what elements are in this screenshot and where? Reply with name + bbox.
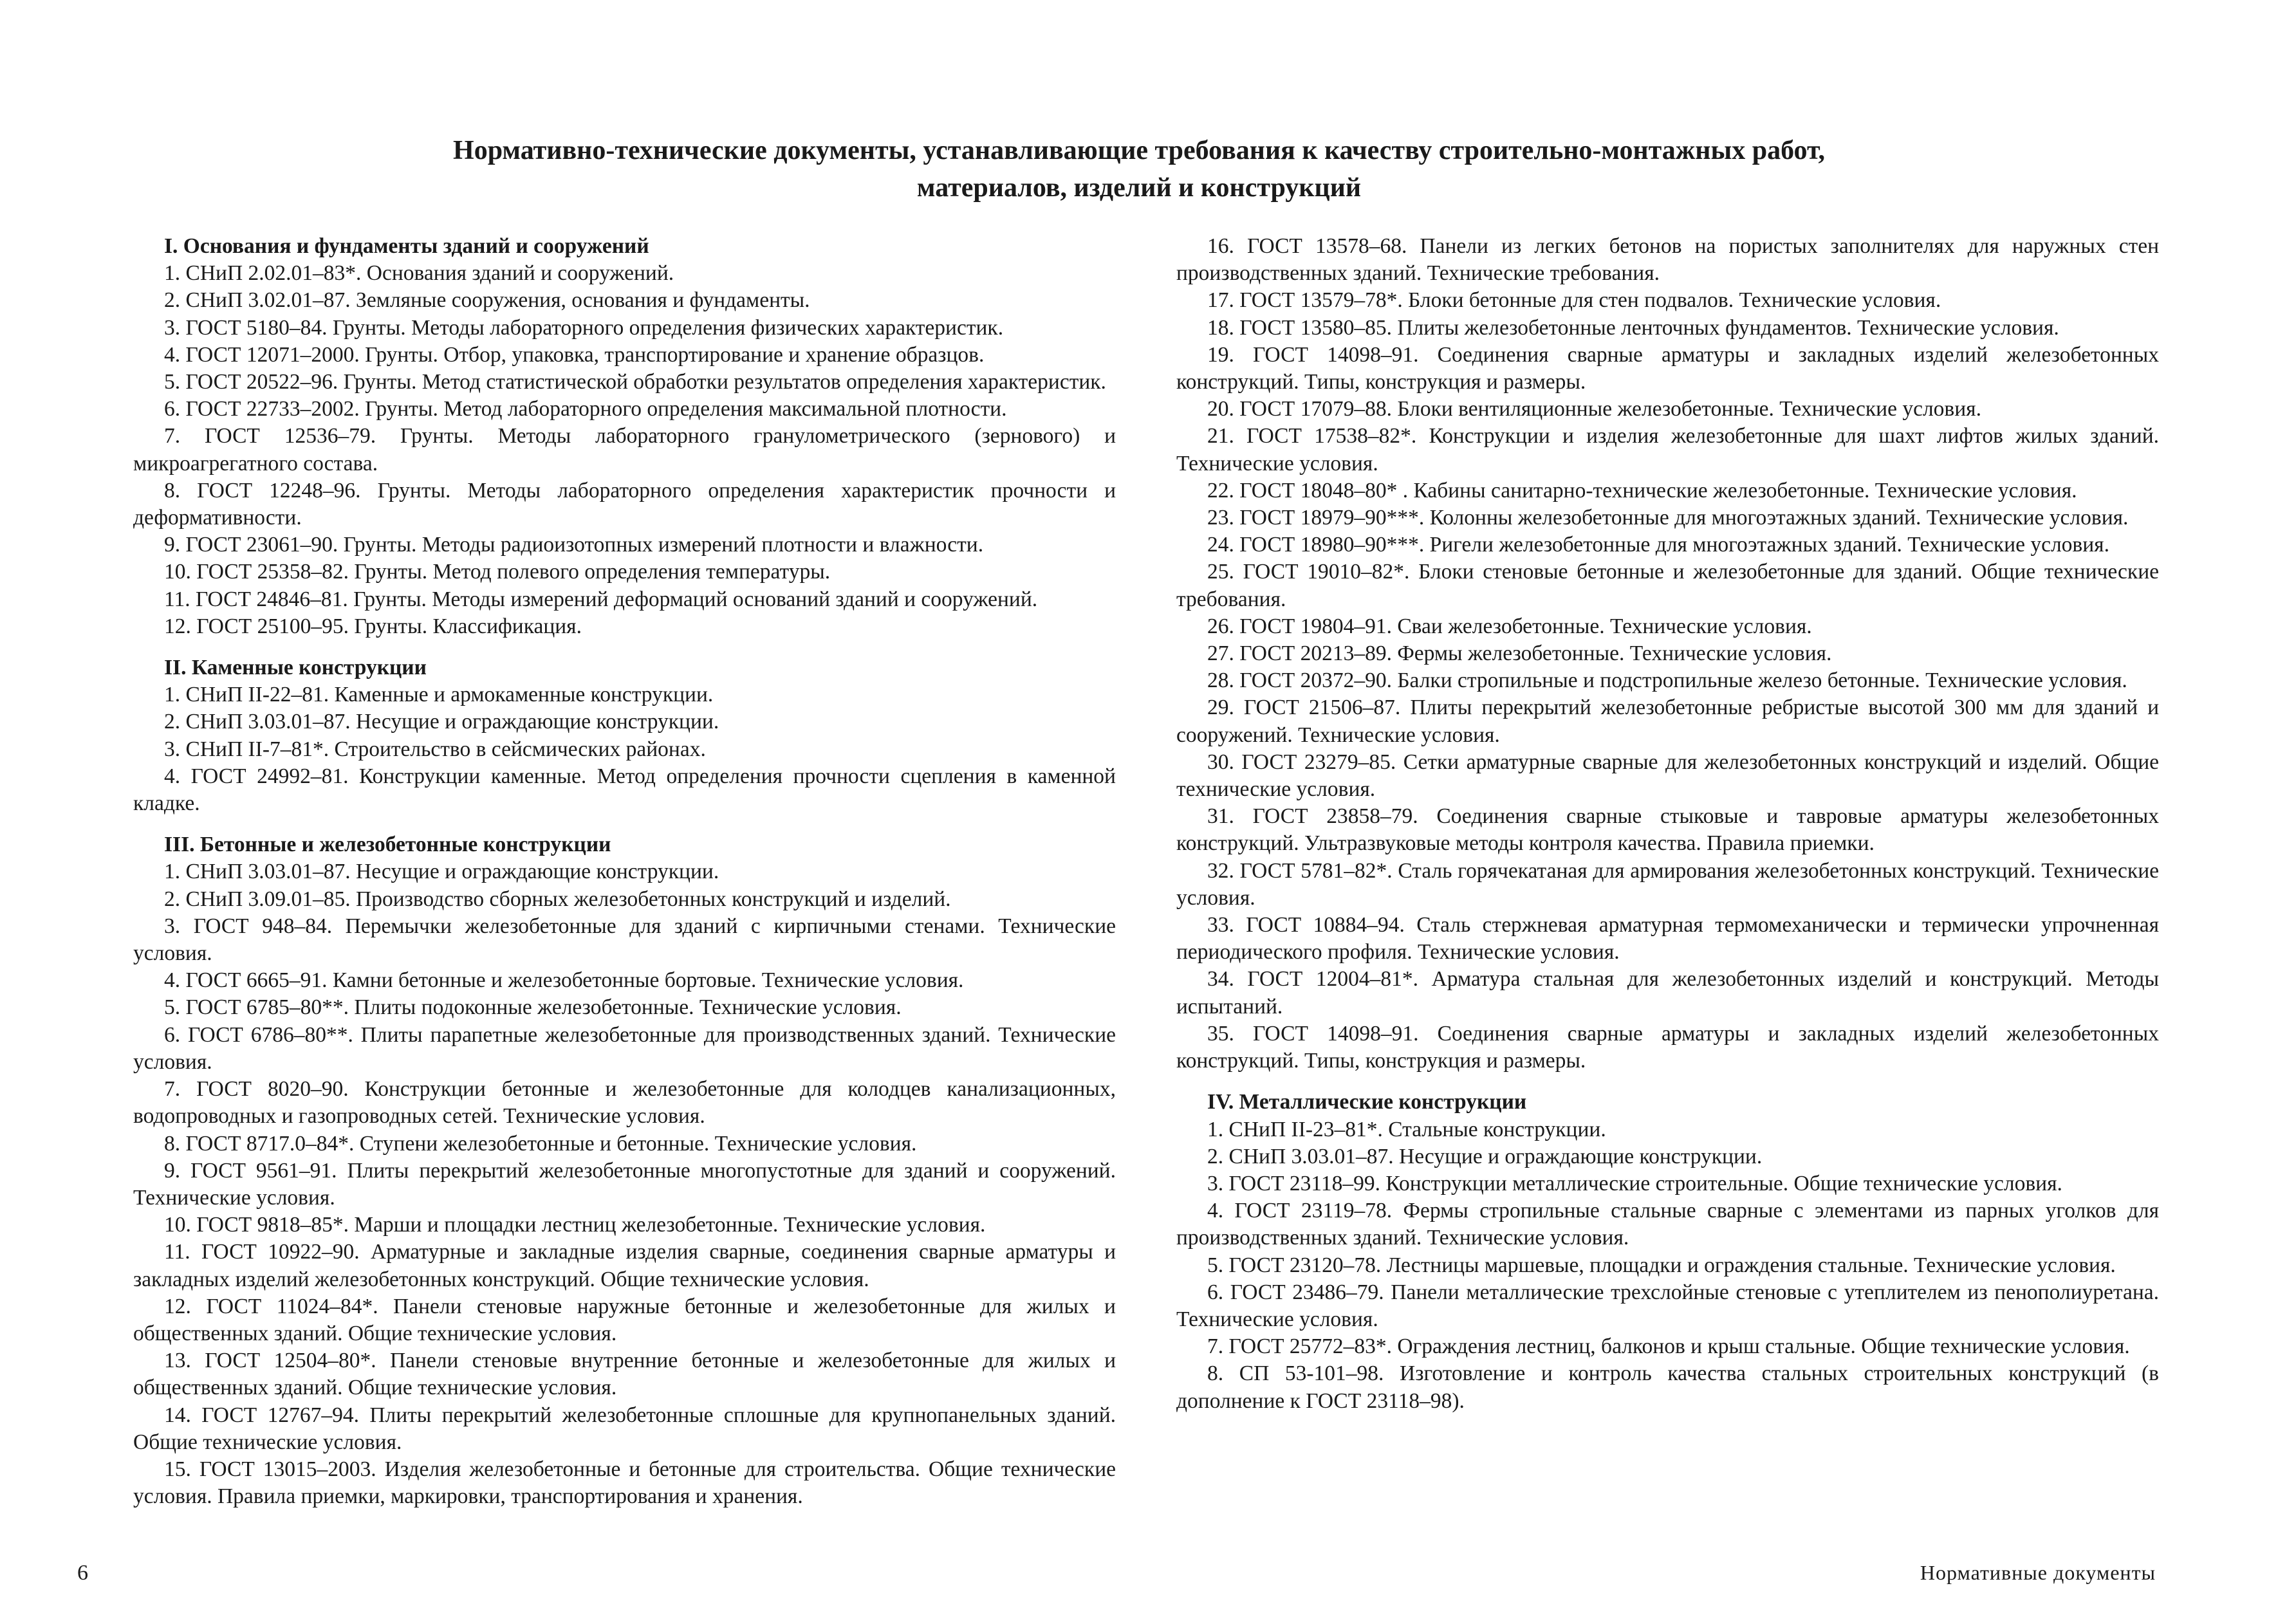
document-entry: 3. ГОСТ 948–84. Перемычки железобетонные для зданий с кирпичными стенами. Технические условия.: [133, 914, 1116, 966]
section-heading: I. Основания и фундаменты зданий и сооружений: [164, 234, 649, 258]
document-entry: 4. ГОСТ 6665–91. Камни бетонные и железобетонные бортовые. Технические условия.: [164, 968, 964, 993]
document-entry: 30. ГОСТ 23279–85. Сетки арматурные сварные для железобетонных конструкций и изделий. Общие технические условия.: [1176, 750, 2159, 802]
document-entry: 3. ГОСТ 5180–84. Грунты. Методы лабораторного определения физических характеристик.: [164, 315, 1004, 340]
document-entry: 14. ГОСТ 12767–94. Плиты перекрытий железобетонные сплошные для крупнопанельных зданий. Общие технические условия.: [133, 1403, 1116, 1454]
document-entry: 16. ГОСТ 13578–68. Панели из легких бетонов на пористых заполнителях для наружных стен производственных зданий. Технические требования.: [1176, 234, 2159, 286]
document-entry: 2. СНиП 3.09.01–85. Производство сборных железобетонных конструкций и изделий.: [164, 887, 951, 911]
document-entry: 5. ГОСТ 20522–96. Грунты. Метод статистической обработки результатов определения характеристик.: [164, 370, 1106, 394]
document-entry: 11. ГОСТ 24846–81. Грунты. Методы измерений деформаций оснований зданий и сооружений.: [164, 587, 1038, 611]
document-entry: 7. ГОСТ 8020–90. Конструкции бетонные и железобетонные для колодцев канализационных, водопроводных и газопроводных сетей. Технические условия.: [133, 1077, 1116, 1129]
document-entry: 24. ГОСТ 18980–90***. Ригели железобетонные для многоэтажных зданий. Технические условия.: [1207, 533, 2109, 557]
document-entry: 25. ГОСТ 19010–82*. Блоки стеновые бетонные и железобетонные для зданий. Общие технические требования.: [1176, 560, 2159, 611]
document-entry: 12. ГОСТ 11024–84*. Панели стеновые наружные бетонные и железобетонные для жилых и общественных зданий. Общие технические условия.: [133, 1294, 1116, 1345]
document-section: [133, 654, 1116, 817]
section-heading: II. Каменные конструкции: [164, 656, 427, 680]
document-entry: 18. ГОСТ 13580–85. Плиты железобетонные ленточных фундаментов. Технические условия.: [1207, 315, 2059, 340]
document-section: [133, 233, 1116, 640]
document-entry: 29. ГОСТ 21506–87. Плиты перекрытий железобетонные ребристые высотой 300 мм для зданий и сооружений. Технические условия.: [1176, 696, 2159, 747]
document-entry: 32. ГОСТ 5781–82*. Сталь горячекатаная для армирования железобетонных конструкций. Технические условия.: [1176, 858, 2159, 910]
document-entry: 26. ГОСТ 19804–91. Сваи железобетонные. Технические условия.: [1207, 614, 1812, 638]
document-entry: 15. ГОСТ 13015–2003. Изделия железобетонные и бетонные для строительства. Общие технические условия. Правила приемки, маркировки, транспортирования и хранения.: [133, 1457, 1116, 1509]
document-entry: 8. ГОСТ 12248–96. Грунты. Методы лабораторного определения характеристик прочности и деформативности.: [133, 478, 1116, 530]
page-title-line-2: материалов, изделий и конструкций: [916, 173, 1362, 203]
document-entry: 23. ГОСТ 18979–90***. Колонны железобетонные для многоэтажных зданий. Технические условия.: [1207, 506, 2129, 530]
document-entry: 3. ГОСТ 23118–99. Конструкции металлические строительные. Общие технические условия.: [1207, 1171, 2062, 1195]
left-column: [133, 233, 1116, 1524]
page-title-line-1: Нормативно-технические документы, устанавливающие требования к качеству строительно-монтажных работ,: [453, 136, 1825, 165]
document-entry: 6. ГОСТ 6786–80**. Плиты парапетные железобетонные для производственных зданий. Технические условия.: [133, 1022, 1116, 1074]
document-entry: 1. СНиП 3.03.01–87. Несущие и ограждающие конструкции.: [164, 860, 719, 884]
document-entry: 2. СНиП 3.03.01–87. Несущие и ограждающие конструкции.: [1207, 1144, 1763, 1168]
document-entry: 10. ГОСТ 25358–82. Грунты. Метод полевого определения температуры.: [164, 560, 831, 584]
document-entry: 19. ГОСТ 14098–91. Соединения сварные арматуры и закладных изделий железобетонных конструкций. Типы, конструкция и размеры.: [1176, 342, 2159, 394]
document-entry: 5. ГОСТ 6785–80**. Плиты подоконные железобетонные. Технические условия.: [164, 995, 902, 1020]
document-entry: 35. ГОСТ 14098–91. Соединения сварные арматуры и закладных изделий железобетонных конструкций. Типы, конструкция и размеры.: [1176, 1021, 2159, 1073]
document-entry: 17. ГОСТ 13579–78*. Блоки бетонные для стен подвалов. Технические условия.: [1207, 288, 1941, 313]
page-title: [257, 132, 2021, 207]
document-entry: 33. ГОСТ 10884–94. Сталь стержневая арматурная термомеханически и термически упрочненная периодического профиля. Технические условия.: [1176, 913, 2159, 964]
document-entry: 6. ГОСТ 23486–79. Панели металлические трехслойные стеновые с утеплителем из пенополиуретана. Технические условия.: [1176, 1280, 2159, 1331]
running-footer: Нормативные документы: [1920, 1561, 2156, 1584]
document-entry: 7. ГОСТ 12536–79. Грунты. Методы лабораторного гранулометрического (зернового) и микроагрегатного состава.: [133, 424, 1116, 475]
document-entry: 1. СНиП II-22–81. Каменные и армокаменные конструкции.: [164, 683, 714, 707]
document-entry: 31. ГОСТ 23858–79. Соединения сварные стыковые и тавровые арматуры железобетонных конструкций. Ультразвуковые методы контроля качества. Правила приемки.: [1176, 804, 2159, 856]
document-entry: 12. ГОСТ 25100–95. Грунты. Классификация.: [164, 614, 582, 638]
page-number: 6: [77, 1561, 88, 1585]
document-entry: 4. ГОСТ 12071–2000. Грунты. Отбор, упаковка, транспортирование и хранение образцов.: [164, 342, 985, 367]
document-entry: 1. СНиП 2.02.01–83*. Основания зданий и сооружений.: [164, 261, 674, 286]
document-section: [1176, 1089, 2159, 1414]
document-entry: 13. ГОСТ 12504–80*. Панели стеновые внутренние бетонные и железобетонные для жилых и общественных зданий. Общие технические условия.: [133, 1349, 1116, 1400]
document-section: [1176, 233, 2159, 1075]
document-entry: 21. ГОСТ 17538–82*. Конструкции и изделия железобетонные для шахт лифтов жилых зданий. Технические условия.: [1176, 424, 2159, 475]
document-entry: 2. СНиП 3.02.01–87. Земляные сооружения, основания и фундаменты.: [164, 288, 810, 313]
document-entry: 9. ГОСТ 23061–90. Грунты. Методы радиоизотопных измерений плотности и влажности.: [164, 533, 984, 557]
document-entry: 2. СНиП 3.03.01–87. Несущие и ограждающие конструкции.: [164, 710, 719, 734]
section-heading: III. Бетонные и железобетонные конструкции: [164, 833, 611, 857]
document-entry: 7. ГОСТ 25772–83*. Ограждения лестниц, балконов и крыш стальные. Общие технические условия.: [1207, 1334, 2130, 1359]
document-entry: 22. ГОСТ 18048–80* . Кабины санитарно-технические железобетонные. Технические условия.: [1207, 478, 2077, 503]
document-entry: 4. ГОСТ 23119–78. Фермы стропильные стальные сварные с элементами из парных уголков для производственных зданий. Технические условия.: [1176, 1199, 2159, 1250]
document-entry: 34. ГОСТ 12004–81*. Арматура стальная для железобетонных изделий и конструкций. Методы испытаний.: [1176, 967, 2159, 1019]
document-entry: 27. ГОСТ 20213–89. Фермы железобетонные. Технические условия.: [1207, 641, 1832, 666]
document-entry: 8. ГОСТ 8717.0–84*. Ступени железобетонные и бетонные. Технические условия.: [164, 1131, 917, 1156]
document-entry: 28. ГОСТ 20372–90. Балки стропильные и подстропильные железо бетонные. Технические условия.: [1207, 669, 2127, 693]
document-entry: 20. ГОСТ 17079–88. Блоки вентиляционные железобетонные. Технические условия.: [1207, 397, 1981, 421]
document-entry: 1. СНиП II-23–81*. Стальные конструкции.: [1207, 1117, 1606, 1141]
document-entry: 4. ГОСТ 24992–81. Конструкции каменные. Метод определения прочности сцепления в каменной кладке.: [133, 764, 1116, 816]
document-entry: 10. ГОСТ 9818–85*. Марши и площадки лестниц железобетонные. Технические условия.: [164, 1213, 986, 1237]
document-section: [133, 831, 1116, 1510]
document-entry: 3. СНиП II-7–81*. Строительство в сейсмических районах.: [164, 737, 706, 761]
document-entry: 8. СП 53-101–98. Изготовление и контроль качества стальных строительных конструкций (в дополнение к ГОСТ 23118–98).: [1176, 1361, 2159, 1413]
right-column: [1176, 233, 2159, 1429]
document-entry: 6. ГОСТ 22733–2002. Грунты. Метод лабораторного определения максимальной плотности.: [164, 397, 1007, 421]
document-entry: 9. ГОСТ 9561–91. Плиты перекрытий железобетонные многопустотные для зданий и сооружений. Технические условия.: [133, 1158, 1116, 1210]
document-entry: 5. ГОСТ 23120–78. Лестницы маршевые, площадки и ограждения стальные. Технические условия.: [1207, 1253, 2116, 1277]
document-entry: 11. ГОСТ 10922–90. Арматурные и закладные изделия сварные, соединения сварные арматуры и закладных изделий железобетонных конструкций. Общие технические условия.: [133, 1240, 1116, 1291]
section-heading: IV. Металлические конструкции: [1207, 1090, 1527, 1114]
